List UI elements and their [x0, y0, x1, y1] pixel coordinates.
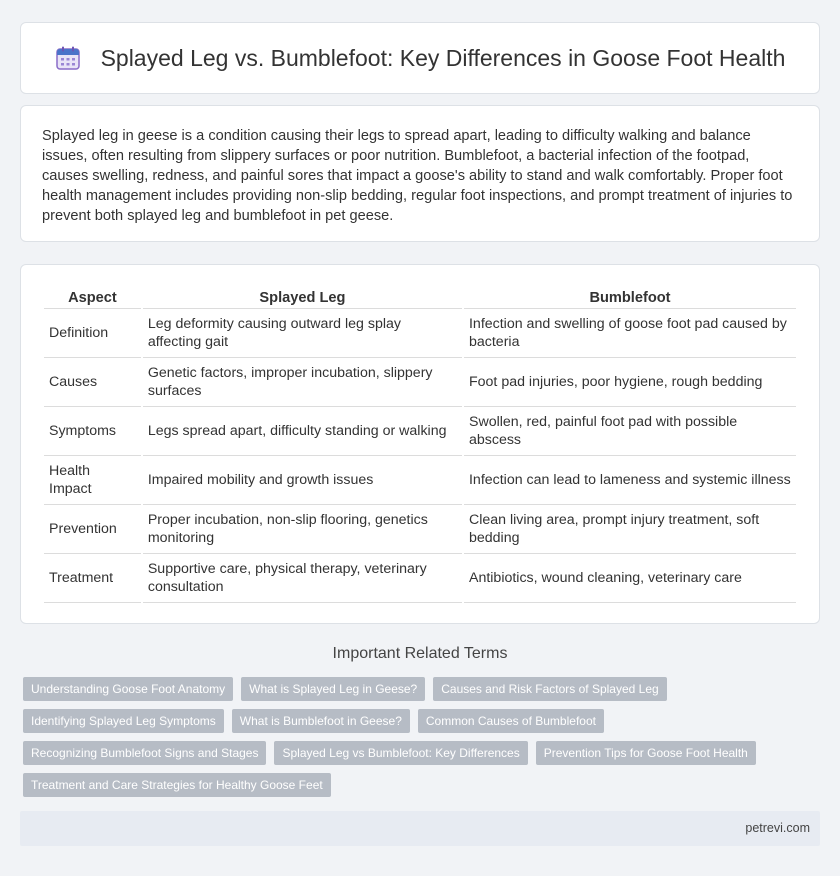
- row-aspect: Prevention: [44, 505, 141, 554]
- row-bumblefoot: Infection can lead to lameness and systemic illness: [464, 456, 796, 505]
- related-term-link[interactable]: What is Splayed Leg in Geese?: [241, 677, 425, 701]
- row-splayed-leg: Genetic factors, improper incubation, slippery surfaces: [143, 358, 462, 407]
- table-row: [44, 358, 796, 407]
- comparison-table: [42, 283, 798, 603]
- comparison-card: [20, 264, 820, 624]
- related-terms-list: [23, 677, 803, 797]
- related-term-link[interactable]: Common Causes of Bumblefoot: [418, 709, 604, 733]
- intro-paragraph: Splayed leg in geese is a condition causing their legs to spread apart, leading to difficulty walking and balance issues, often resulting from slippery surfaces or poor nutrition. Bumblefoot, a bacterial infection of the footpad, causes swelling, redness, and painful sores that impact a goose's ability to stand and walk comfortably. Proper foot health management includes providing non-slip bedding, regular foot inspections, and prompt treatment of injuries to prevent both splayed leg and bumblefoot in pet geese.: [42, 128, 793, 224]
- row-aspect: Health Impact: [44, 456, 141, 505]
- column-header-aspect: Aspect: [44, 283, 141, 309]
- related-term-link[interactable]: Understanding Goose Foot Anatomy: [23, 677, 233, 701]
- row-bumblefoot: Clean living area, prompt injury treatment, soft bedding: [464, 505, 796, 554]
- row-bumblefoot: Antibiotics, wound cleaning, veterinary care: [464, 554, 796, 603]
- row-aspect: Symptoms: [44, 407, 141, 456]
- table-row: [44, 456, 796, 505]
- table-row: [44, 505, 796, 554]
- related-term-link[interactable]: Recognizing Bumblefoot Signs and Stages: [23, 741, 266, 765]
- footer-site-link[interactable]: petrevi.com: [745, 821, 810, 835]
- row-splayed-leg: Impaired mobility and growth issues: [143, 456, 462, 505]
- row-bumblefoot: Foot pad injuries, poor hygiene, rough bedding: [464, 358, 796, 407]
- calendar-icon: [55, 45, 81, 71]
- related-term-link[interactable]: Treatment and Care Strategies for Healthy Goose Feet: [23, 773, 331, 797]
- footer: [20, 811, 820, 846]
- column-header-splayed-leg: Splayed Leg: [143, 283, 462, 309]
- row-bumblefoot: Infection and swelling of goose foot pad caused by bacteria: [464, 309, 796, 358]
- row-bumblefoot: Swollen, red, painful foot pad with possible abscess: [464, 407, 796, 456]
- related-term-link[interactable]: What is Bumblefoot in Geese?: [232, 709, 410, 733]
- row-splayed-leg: Proper incubation, non-slip flooring, genetics monitoring: [143, 505, 462, 554]
- column-header-bumblefoot: Bumblefoot: [464, 283, 796, 309]
- row-aspect: Causes: [44, 358, 141, 407]
- related-terms-heading: Important Related Terms: [332, 645, 508, 662]
- table-row: [44, 309, 796, 358]
- row-aspect: Treatment: [44, 554, 141, 603]
- table-header-row: [44, 283, 796, 309]
- row-aspect: Definition: [44, 309, 141, 358]
- intro-card: [20, 105, 820, 242]
- related-term-link[interactable]: Causes and Risk Factors of Splayed Leg: [433, 677, 666, 701]
- row-splayed-leg: Leg deformity causing outward leg splay affecting gait: [143, 309, 462, 358]
- row-splayed-leg: Legs spread apart, difficulty standing or walking: [143, 407, 462, 456]
- related-term-link[interactable]: Prevention Tips for Goose Foot Health: [536, 741, 756, 765]
- header-card: [20, 22, 820, 94]
- page-title: Splayed Leg vs. Bumblefoot: Key Differences in Goose Foot Health: [100, 44, 786, 71]
- related-term-link[interactable]: Identifying Splayed Leg Symptoms: [23, 709, 224, 733]
- row-splayed-leg: Supportive care, physical therapy, veterinary consultation: [143, 554, 462, 603]
- related-term-link[interactable]: Splayed Leg vs Bumblefoot: Key Differences: [274, 741, 527, 765]
- table-row: [44, 554, 796, 603]
- table-row: [44, 407, 796, 456]
